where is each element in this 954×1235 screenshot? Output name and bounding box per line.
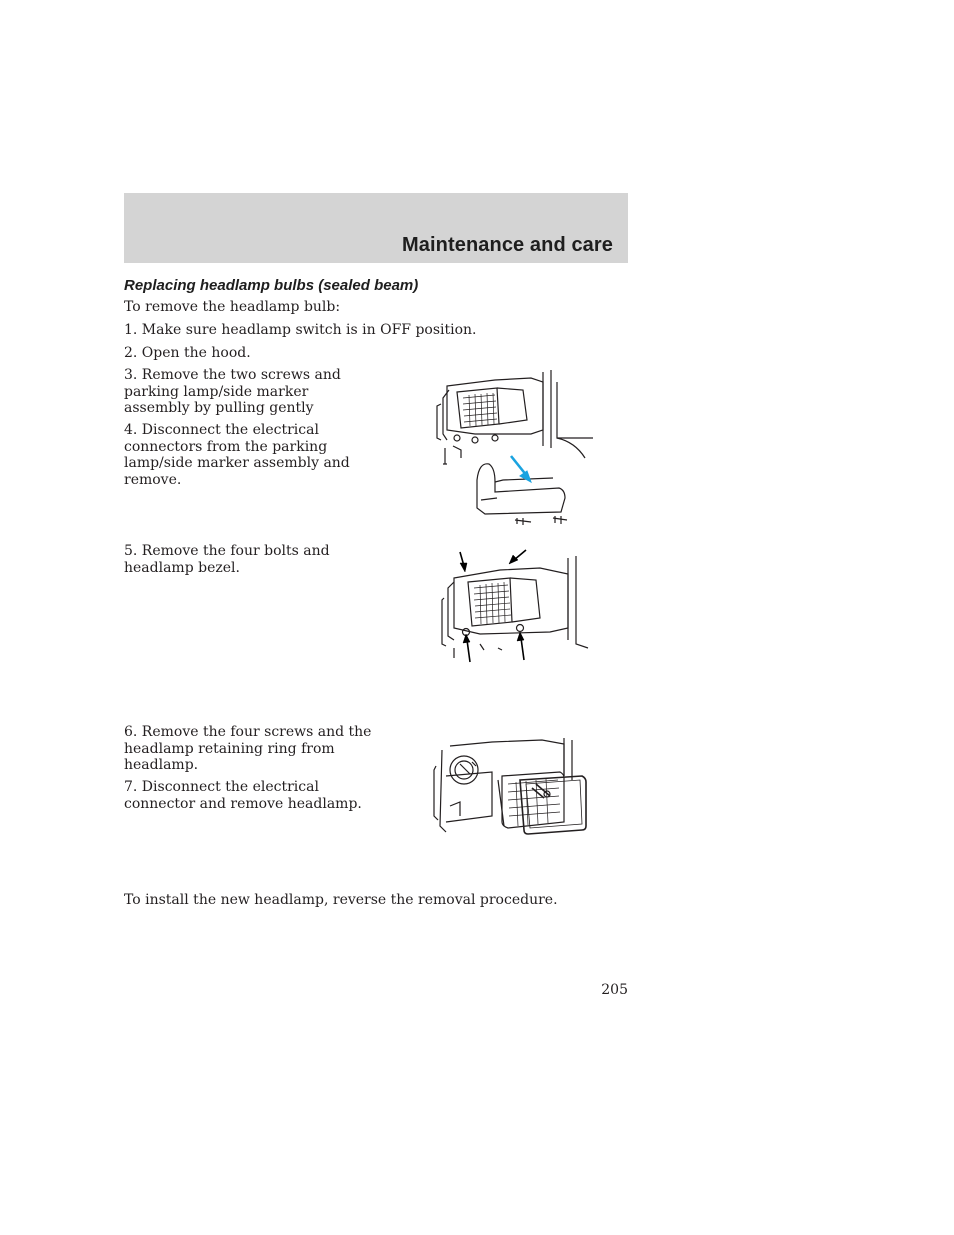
intro-text: To remove the headlamp bulb: (124, 299, 341, 315)
step-1: 1. Make sure headlamp switch is in OFF position. (124, 322, 477, 338)
step-5: 5. Remove the four bolts and headlamp bezel. (124, 543, 330, 576)
closing-text: To install the new headlamp, reverse the removal procedure. (124, 892, 558, 908)
step-2: 2. Open the hood. (124, 345, 251, 361)
step-7: 7. Disconnect the electrical connector and remove headlamp. (124, 779, 362, 812)
section-title: Replacing headlamp bulbs (sealed beam) (124, 277, 419, 294)
parking-lamp-removal-illustration (435, 368, 595, 530)
page-number: 205 (601, 982, 628, 998)
step-3: 3. Remove the two screws and parking lamp/side marker assembly by pulling gently (124, 367, 341, 416)
section-header-band (124, 193, 628, 263)
step-6: 6. Remove the four screws and the headlamp retaining ring from headlamp. (124, 724, 372, 773)
headlamp-bezel-bolts-illustration (440, 548, 590, 663)
header-title: Maintenance and care (402, 234, 613, 256)
step-4: 4. Disconnect the electrical connectors from the parking lamp/side marker assembly and remove. (124, 422, 350, 488)
headlamp-retaining-ring-illustration (432, 736, 592, 838)
